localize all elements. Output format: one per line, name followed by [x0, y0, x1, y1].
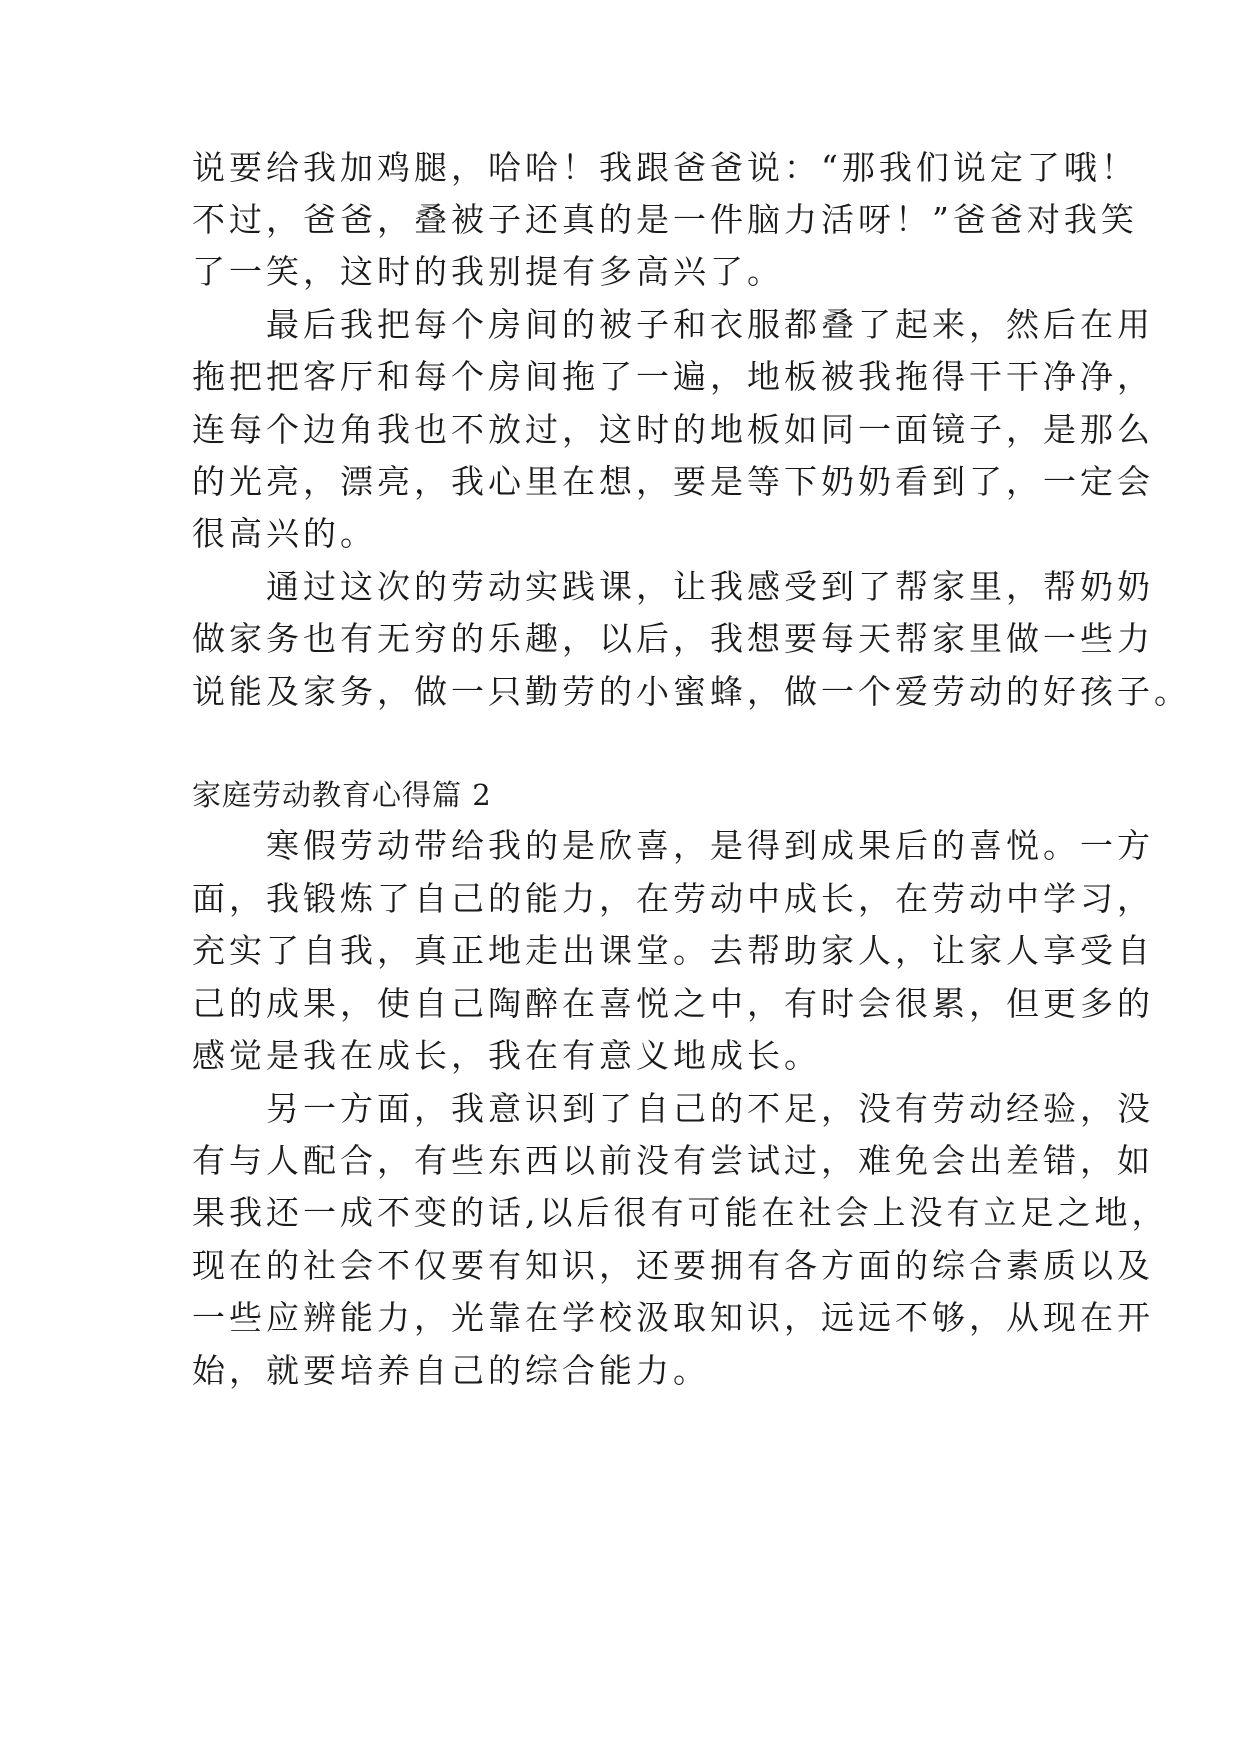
text-line: 最后我把每个房间的被子和衣服都叠了起来，然后在用	[192, 305, 1154, 344]
text-line: 现在的社会不仅要有知识，还要拥有各方面的综合素质以及	[192, 1246, 1154, 1285]
text-line: 很高兴的。	[192, 514, 377, 553]
text-line: 始，就要培养自己的综合能力。	[192, 1351, 710, 1390]
text-line: 说要给我加鸡腿，哈哈！我跟爸爸说：“那我们说定了哦！	[192, 148, 1138, 187]
text-line: 感觉是我在成长，我在有意义地成长。	[192, 1036, 821, 1075]
text-line: 通过这次的劳动实践课，让我感受到了帮家里，帮奶奶	[192, 567, 1154, 606]
text-line: 寒假劳动带给我的是欣喜，是得到成果后的喜悦。一方	[192, 826, 1154, 865]
text-line: 的光亮，漂亮，我心里在想，要是等下奶奶看到了，一定会	[192, 462, 1154, 501]
text-line: 做家务也有无穷的乐趣，以后，我想要每天帮家里做一些力	[192, 619, 1154, 658]
text-line: 己的成果，使自己陶醉在喜悦之中，有时会很累，但更多的	[192, 984, 1154, 1023]
text-line: 不过，爸爸，叠被子还真的是一件脑力活呀！”爸爸对我笑	[192, 200, 1138, 239]
section-heading: 家庭劳动教育心得篇 2	[192, 778, 492, 812]
text-line: 了一笑，这时的我别提有多高兴了。	[192, 252, 784, 291]
text-line: 面，我锻炼了自己的能力，在劳动中成长，在劳动中学习，	[192, 879, 1154, 918]
text-line: 充实了自我，真正地走出课堂。去帮助家人，让家人享受自	[192, 931, 1154, 970]
text-line: 拖把把客厅和每个房间拖了一遍，地板被我拖得干干净净，	[192, 357, 1154, 396]
text-line: 一些应辨能力，光靠在学校汲取知识，远远不够，从现在开	[192, 1298, 1154, 1337]
text-line: 果我还一成不变的话,以后很有可能在社会上没有立足之地，	[192, 1193, 1169, 1232]
text-line: 连每个边角我也不放过，这时的地板如同一面镜子，是那么	[192, 410, 1154, 449]
text-line: 说能及家务，做一只勤劳的小蜜蜂，做一个爱劳动的好孩子。	[192, 672, 1191, 711]
text-line: 有与人配合，有些东西以前没有尝试过，难免会出差错，如	[192, 1141, 1154, 1180]
text-line: 另一方面，我意识到了自己的不足，没有劳动经验，没	[192, 1089, 1154, 1128]
